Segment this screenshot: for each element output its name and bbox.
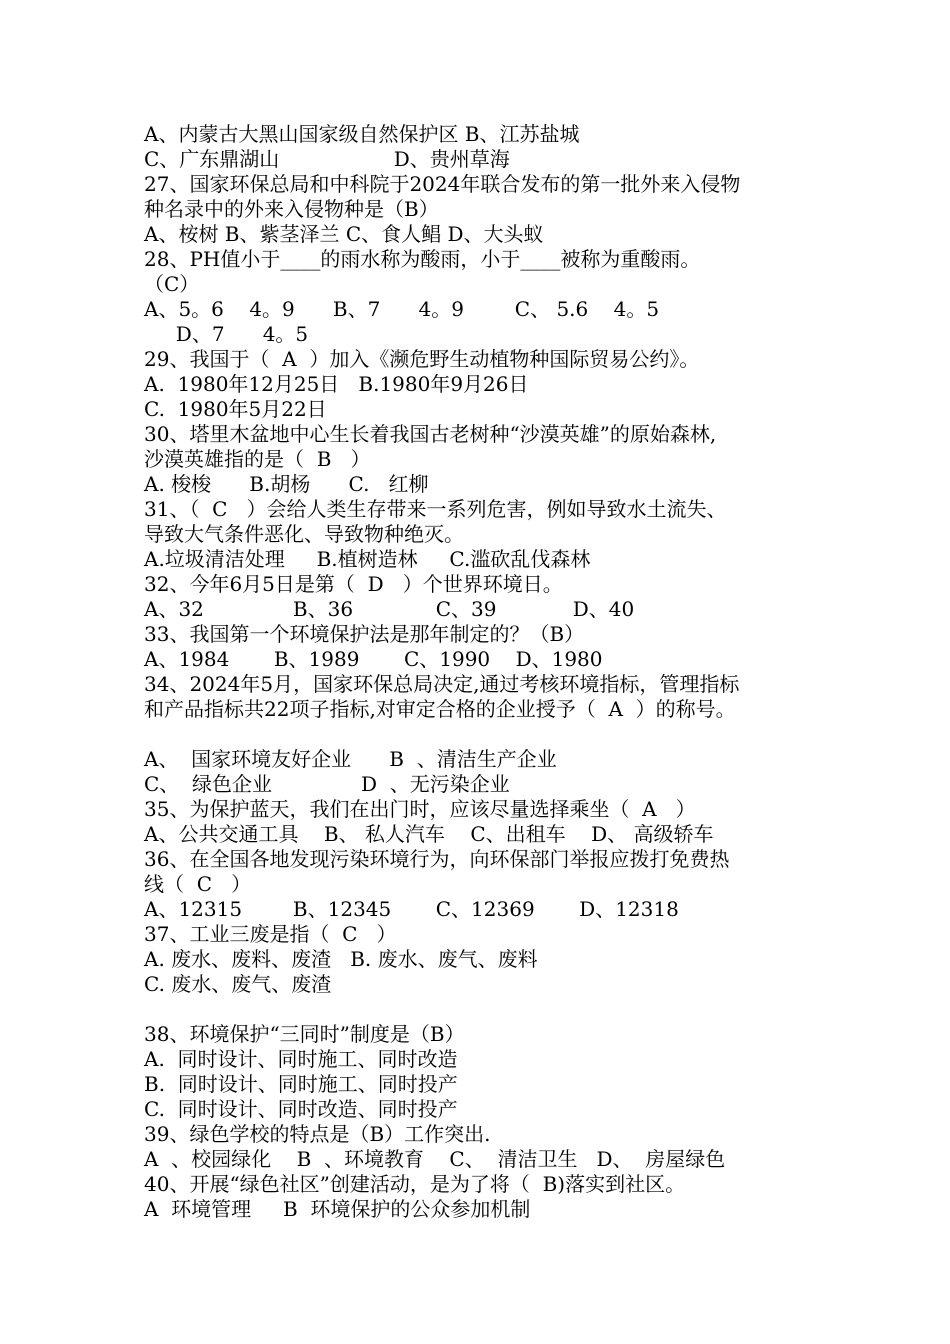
text-line: 31、（ C ）会给人类生存带来一系列危害，例如导致水土流失、 [144, 497, 727, 521]
text-line: 40、开展“绿色社区”创建活动，是为了将（ B)落实到社区。 [144, 1172, 686, 1196]
text-line: A. 梭梭 B.胡杨 C. 红柳 [144, 472, 429, 496]
text-line: A. 废水、废料、废渣 B. 废水、废气、废料 [144, 947, 538, 971]
text-line: （C） [144, 272, 200, 296]
text-line: 29、我国于（ A ）加入《濒危野生动植物种国际贸易公约》。 [144, 347, 700, 371]
text-line: 33、我国第一个环境保护法是那年制定的？（B） [144, 622, 585, 646]
text-line: 和产品指标共22项子指标,对审定合格的企业授予（ A ）的称号。 [144, 697, 736, 721]
text-line: 39、绿色学校的特点是（B）工作突出. [144, 1122, 491, 1146]
text-line: 36、在全国各地发现污染环境行为，向环保部门举报应拨打免费热 [144, 847, 730, 871]
text-line: A. 1980年12月25日 B.1980年9月26日 [144, 372, 529, 396]
text-line: A、1984 B、1989 C、1990 D、1980 [144, 647, 603, 671]
text-line: 38、环境保护“三同时”制度是（B） [144, 1022, 465, 1046]
text-line: 28、PH值小于____的雨水称为酸雨，小于____被称为重酸雨。 [144, 247, 701, 271]
text-line: 30、塔里木盆地中心生长着我国古老树种“沙漠英雄”的原始森林, [144, 422, 717, 446]
text-line: A. 同时设计、同时施工、同时改造 [144, 1047, 458, 1071]
text-line: A、 国家环境友好企业 B 、清洁生产企业 [144, 747, 557, 771]
text-line: A、32 B、36 C、39 D、40 [144, 597, 635, 621]
text-line: 27、国家环保总局和中科院于2024年联合发布的第一批外来入侵物 [144, 172, 741, 196]
text-line: C. 1980年5月22日 [144, 397, 327, 421]
text-line: 导致大气条件恶化、导致物种绝灭。 [144, 522, 464, 546]
text-line: 34、2024年5月，国家环保总局决定,通过考核环境指标，管理指标 [144, 672, 740, 696]
text-line: A、5。6 4。9 B、7 4。9 C、 5.6 4。5 [144, 297, 660, 321]
text-line: 37、工业三废是指（ C ） [144, 922, 397, 946]
text-line: A.垃圾清洁处理 B.植树造林 C.滥砍乱伐森林 [144, 547, 591, 571]
text-line: A、内蒙古大黑山国家级自然保护区 B、江苏盐城 [144, 122, 580, 146]
text-line: D、7 4。5 [144, 322, 309, 346]
text-line: 种名录中的外来入侵物种是（B） [144, 197, 439, 221]
text-line: 线（ C ） [144, 872, 252, 896]
text-line: 沙漠英雄指的是（ B ） [144, 447, 371, 471]
text-line: 35、为保护蓝天，我们在出门时，应该尽量选择乘坐（ A ） [144, 797, 696, 821]
text-line: A 、校园绿化 B 、环境教育 C、 清洁卫生 D、 房屋绿色 [144, 1147, 726, 1171]
text-line: C. 废水、废气、废渣 [144, 972, 332, 996]
text-line: B. 同时设计、同时施工、同时投产 [144, 1072, 458, 1096]
text-line: 32、今年6月5日是第（ D ）个世界环境日。 [144, 572, 563, 596]
text-line: C、 绿色企业 D 、无污染企业 [144, 772, 510, 796]
text-line: A 环境管理 B 环境保护的公众参加机制 [144, 1197, 531, 1221]
text-line: C. 同时设计、同时改造、同时投产 [144, 1097, 458, 1121]
text-line: A、公共交通工具 B、 私人汽车 C、出租车 D、 高级轿车 [144, 822, 714, 846]
text-line: C、广东鼎湖山 D、贵州草海 [144, 147, 510, 171]
text-line: A、12315 B、12345 C、12369 D、12318 [144, 897, 679, 921]
text-line: A、桉树 B、紫茎泽兰 C、食人鲳 D、大头蚁 [144, 222, 544, 246]
